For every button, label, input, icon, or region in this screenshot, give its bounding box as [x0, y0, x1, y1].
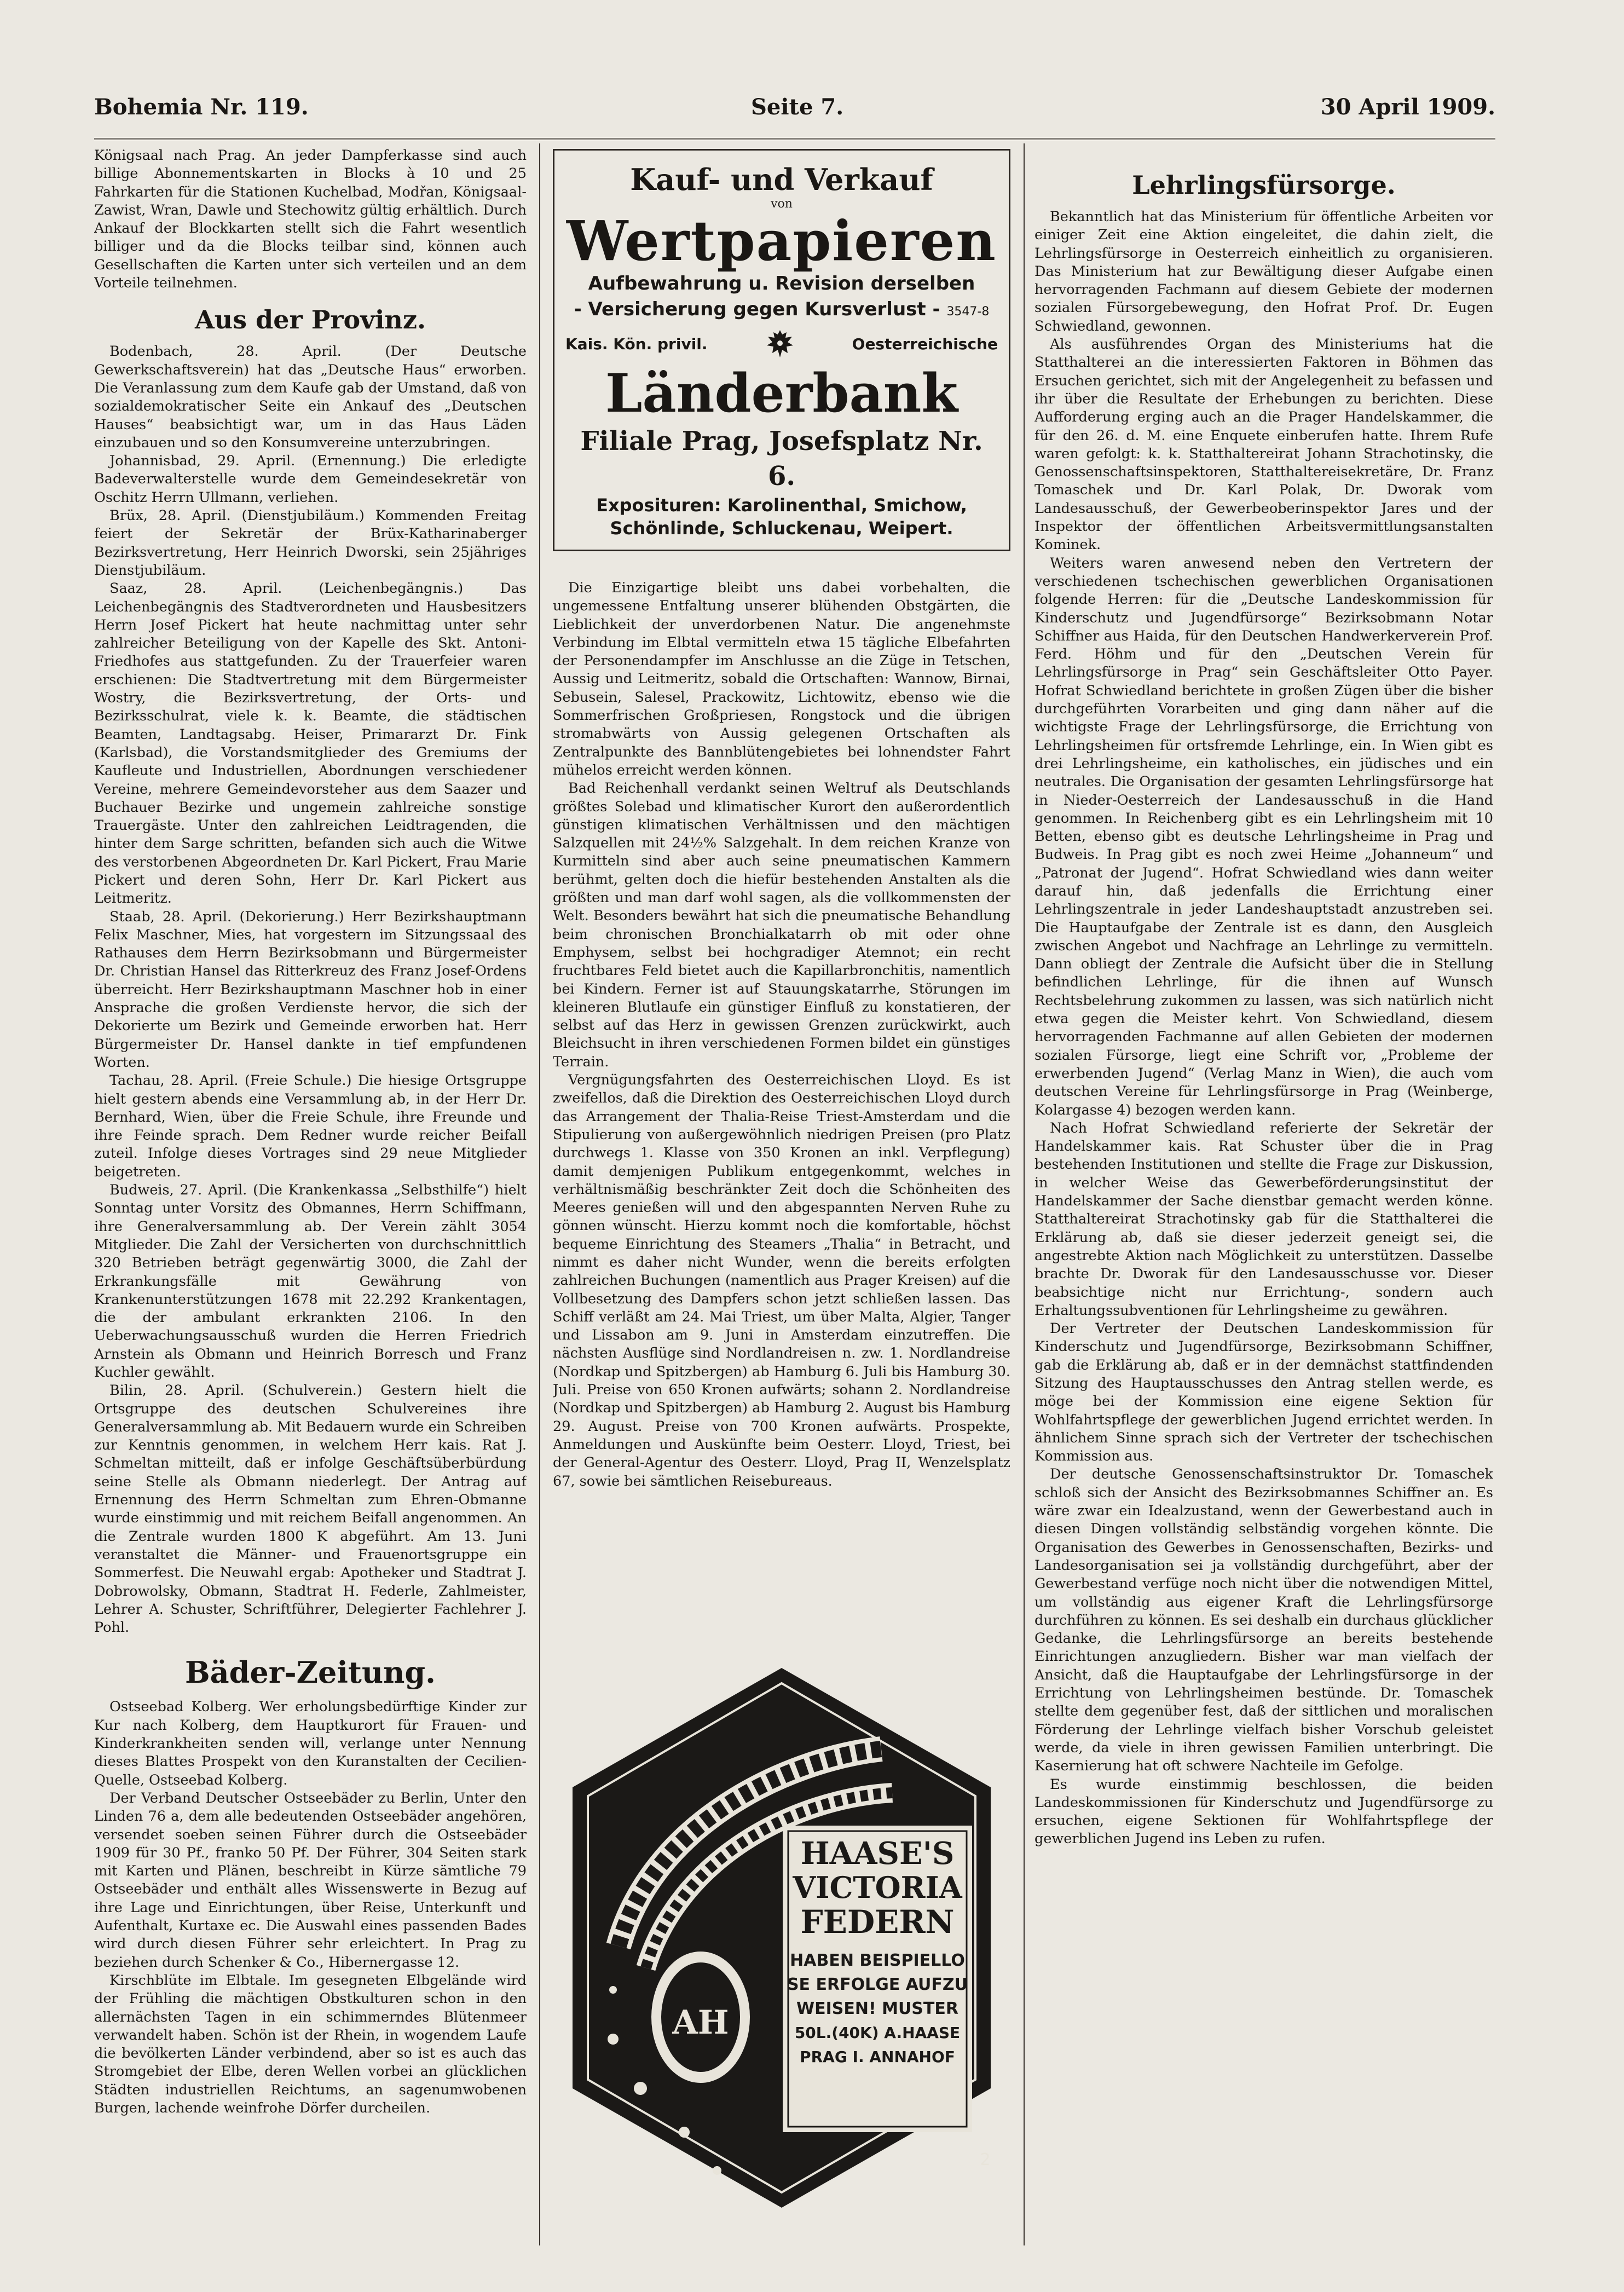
article-paragraph: Nach Hofrat Schwiedland referierte der Sekretär der Handelskammer kais. Rat Schuster über die in Prag bestehenden Institutionen und stellte die Frage zur Diskussion, in welcher Weise das Gewerbeförderungsinstitut der Handelskammer der Sache dienstbar gemacht werden könne. Statthaltereirat Strachotinsky gab für die Statthalterei die Erklärung ab, daß sie dieser jederzeit geneigt sei, die angestrebte Aktion nach Möglichkeit zu unterstützen. Dasselbe brachte Dr. Dworak für den Landesausschusse vor. Dieser beabsichtige nicht nur Errichtung-, sondern auch Erhaltungssubventionen für Lehrlingsheime zu gewähren.	[1034, 1119, 1493, 1319]
baeder-item: Ostseebad Kolberg. Wer erholungsbedürftige Kinder zur Kur nach Kolberg, dem Hauptkurort für Frauen- und Kinderkrankheiten senden will, verlange unter Nennung dieses Blattes Prospekt von den Kuranstalten der Cecilien-Quelle, Ostseebad Kolberg.	[94, 1699, 527, 1788]
header-page-number: Seite 7.	[751, 94, 844, 120]
ad-versicherung-text: - Versicherung gegen Kursverlust -	[574, 298, 940, 320]
haase-line-3: FEDERN	[800, 1903, 955, 1941]
ad-privilege-line	[562, 325, 1001, 363]
column-2-articles	[553, 579, 1010, 1491]
article-paragraph: Der deutsche Genossenschaftsinstruktor Dr. Tomaschek schloß sich der Ansicht des Bezirksobmannes Schiffner an. Es wäre zwar ein Idealzustand, wenn der Gewerbestand auch in diesen Dingen vollständig selbständig vorgehen könnte. Die Organisation des Gewerbes in Genossenschaften, Bezirks- und Landesorganisation sei ja vollständig durchgeführt, aber der Gewerbestand verfüge noch nicht über die notwendigen Mittel, um vollständig aus eigener Kraft die Lehrlingsfürsorge durchführen zu können. Es sei deshalb ein durchaus glücklicher Gedanke, die Lehrlingsfürsorge an bereits bestehende Einrichtungen anzugliedern. Bisher war man vielfach der Ansicht, daß die Hauptaufgabe der Lehrlingsfürsorge in der Errichtung von Lehrlingsheimen bestünde. Dr. Tomaschek stellte dem gegenüber fest, daß der sittlichen und moralischen Förderung der Lehrlinge vielfach bisher Vorschub geleistet werde, da viele in ihren gewissen Familien unterbringt. Die Kasernierung hat oft schwere Nachteile im Gefolge.	[1034, 1466, 1493, 1775]
section-title-lehrlingsfuersorge: Lehrlingsfürsorge.	[1132, 170, 1396, 200]
double-eagle-icon	[762, 327, 797, 362]
article-paragraph: Als ausführendes Organ des Ministeriums hat die Statthalterei an die interessierten Faktoren in Böhmen das Ersuchen gerichtet, sich mit der Angelegenheit zu befassen und ihr über die Resultate der Erhebungen zu berichten. Diese Aufforderung erging auch an die Prager Handelskammer, die für den 26. d. M. eine Enquete einberufen hatte. Ihrem Rufe waren gefolgt: k. k. Statthaltereirat Johann Strachotinsky, die Genossenschaftsinspektoren, Statthaltereisekretäre, Dr. Franz Tomaschek und Dr. Karl Polak, Dr. Dworak vom Landesausschuß, der Gewerbeoberinspektor Jares und der Inspektor der öffentlichen Arbeitsvermittlungsanstalten Kominek.	[1034, 336, 1493, 553]
haase-line-8: PRAG I. ANNAHOF	[800, 2048, 955, 2066]
haase-ad-graphic	[553, 1661, 1010, 2214]
section-title-baeder: Bäder-Zeitung.	[185, 1655, 436, 1690]
baeder-item: Kirschblüte im Elbtale. Im gesegneten Elbgelände wird der Frühling die mächtigen Obstkulturen schon in den allernächsten Tagen in ein schimmerndes Blütenmeer verwandelt haben. Schön ist der Rhein, in wogendem Laufe die bevölkerten Länder verbindend, aber so ist es auch das Stromgebiet der Elbe, deren Wellen vorbei an glücklichen Städten industriellen Reichtums, an sagenumwobenen Burgen, lachende weinfrohe Dörfer durcheilen.	[94, 1972, 527, 2116]
page-header	[94, 94, 1495, 127]
svg-text:AH: AH	[672, 2004, 729, 2042]
provinz-item: Budweis, 27. April. (Die Krankenkassa „Selbsthilfe“) hielt Sonntag unter Vorsitz des Obmannes, Herrn Schiffmann, ihre Generalversammlung ab. Der Verein zählt 3054 Mitglieder. Die Zahl der Versicherten von durchschnittlich 320 Betrieben beträgt gegenwärtig 3000, die Zahl der Erkrankungsfälle mit Gewährung von Krankenunterstützungen 1678 mit 22.292 Krankentagen, die der ambulant erkrankten 2106. In den Ueberwachungsausschuß wurden die Herren Friedrich Arnstein als Obmann und Heinrich Borresch und Franz Kuchler gewählt.	[94, 1182, 527, 1381]
haase-line-5: SE ERFOLGE AUFZU	[787, 1975, 968, 1994]
header-publication: Bohemia Nr. 119.	[94, 94, 309, 120]
provinz-item: Tachau, 28. April. (Freie Schule.) Die hiesige Ortsgruppe hielt gestern abends eine Versammlung ab, in der Herr Dr. Bernhard, Wien, über die Freie Schule, ihre Freunde und ihre Feinde sprach. Dem Redner wurde reicher Beifall zuteil. Infolge dieses Vortrages sind 29 neue Mitglieder beigetreten.	[94, 1072, 527, 1180]
header-rule	[94, 138, 1495, 140]
haase-line-6: WEISEN! MUSTER	[796, 1999, 958, 2018]
ad-versicherung	[562, 296, 1001, 325]
haase-victoria-federn-advertisement	[553, 1661, 1010, 2214]
provinz-item: Johannisbad, 29. April. (Ernennung.) Die erledigte Badeverwalterstelle wurde dem Gemeindesekretär von Oschitz Herrn Ullmann, verliehen.	[94, 453, 527, 506]
ad-filiale: Filiale Prag, Josefsplatz Nr. 6.	[580, 426, 983, 492]
ad-privil: Kais. Kön. privil.	[565, 335, 708, 353]
column-3	[1034, 147, 1493, 2243]
article-paragraph: Die Einzigartige bleibt uns dabei vorbehalten, die ungemessene Entfaltung unserer blühenden Obstgärten, die Lieblichkeit der unverdorbenen Natur. Die angenehmste Verbindung im Elbtal vermitteln etwa 15 tägliche Elbefahrten der Personendampfer im Anschlusse an die Züge in Tetschen, Aussig und Leitmeritz, sobald die Ortschaften: Wannow, Birnai, Sebusein, Salesel, Prackowitz, Lichtowitz, ebenso wie die Sommerfrischen Großpriesen, Rongstock und die übrigen stromabwärts von Aussig gelegenen Ortschaften als Zentralpunkte des Bannblütengebietes bei lohnendster Fahrt mühelos erreicht werden können.	[553, 580, 1010, 778]
article-paragraph: Bad Reichenhall verdankt seinen Weltruf als Deutschlands größtes Solebad und klimatischer Kurort den außerordentlich günstigen klimatischen Verhältnissen und den mächtigen Salzquellen mit 24⅟₂% Salzgehalt. In dem reichen Kranze von Kurmitteln sind aber auch seine pneumatischen Kammern berühmt, gelten doch die hiefür bestehenden Anstalten als die größten und man darf wohl sagen, als die vollkommensten der Welt. Besonders bewährt hat sich die pneumatische Behandlung beim chronischen Bronchialkatarrh ob mit oder ohne Emphysem, selbst bei hochgradiger Atemnot; ein recht fruchtbares Feld bietet auch die Kapillarbronchitis, namentlich bei Kindern. Ferner ist auf Stauungskatarrhe, Störungen im kleineren Blutlaufe ein günstiger Einfluß zu konstatieren, der selbst auf das Herz in gewissen Grenzen zurückwirkt, auch Bleichsucht in ihren verschiedenen Formen bildet ein günstiges Terrain.	[553, 780, 1010, 1070]
haase-line-2: VICTORIA	[793, 1870, 962, 1905]
ad-wertpapieren: Wertpapieren	[567, 209, 997, 273]
ad-headline: Kauf- und Verkauf	[630, 162, 933, 197]
article-paragraph: Bekanntlich hat das Ministerium für öffentliche Arbeiten vor einiger Zeit eine Aktion eingeleitet, die dahin zielt, die Lehrlingsfürsorge in Oesterreich einheitlich zu organisieren. Das Ministerium hat zur Bewältigung dieser Aufgabe einen hervorragenden Fachmann auf diesem Gebiete der modernen sozialen Fürsorgebewegung, den Hofrat Prof. Dr. Eugen Schwiedland, gewonnen.	[1034, 209, 1493, 334]
ad-laenderbank: Länderbank	[605, 362, 958, 424]
intro-paragraph: Königsaal nach Prag. An jeder Dampferkasse sind auch billige Abonnementskarten in Blocks à 10 und 25 Fahrkarten für die Stationen Kuchelbad, Modřan, Königsaal-Zawist, Wran, Dawle und Stechowitz gültig erhältlich. Durch Ankauf der Blockkarten stellt sich die Fahrt wesentlich billiger und da die Blocks teilbar sind, können auch Gesellschaften die Karten unter sich verteilen und an dem Vorteile teilnehmen.	[94, 147, 527, 292]
column-1	[94, 147, 527, 2243]
article-paragraph: Der Vertreter der Deutschen Landeskommission für Kinderschutz und Jugendfürsorge, Bezirksobmann Schiffner, gab die Erklärung ab, daß er in der demnächst stattfindenden Sitzung des Hauptausschusses den Antrag stellen werde, es möge bei der Kommission eine eigene Sektion für Wohlfahrtspflege der gewerblichen Jugend errichtet werden. In ähnlichem Sinne sprach sich der Vertreter der tschechischen Kommission aus.	[1034, 1320, 1493, 1465]
article-paragraph: Vergnügungsfahrten des Oesterreichischen Lloyd. Es ist zweifellos, daß die Direktion des Oesterreichischen Lloyd durch das Arrangement der Thalia-Reise Triest-Amsterdam und die Stipulierung von außergewöhnlich niedrigen Preisen (pro Platz durchwegs 1. Klasse von 350 Kronen an inkl. Verpflegung) damit demjenigen Publikum entgegenkommt, welches in verhältnismäßig beschränkter Zeit doch die Schönheiten des Meeres genießen will und den abgespannten Nerven Ruhe zu gönnen wünscht. Hierzu kommt noch die komfortable, höchst bequeme Einrichtung des Steamers „Thalia“ in Betracht, und nimmt es daher nicht Wunder, wenn die bereits erfolgten zahlreichen Buchungen (namentlich aus Prager Kreisen) auf die Vollbesetzung des Dampfers schon jetzt schließen lassen. Das Schiff verläßt am 24. Mai Triest, um über Malta, Algier, Tanger und Lissabon am 9. Juni in Amsterdam einzutreffen. Die nächsten Ausflüge sind Nordlandreisen n. zw. 1. Nordlandreise (Nordkap und Spitzbergen) ab Hamburg 6. Juli bis Hamburg 30. Juli. Preise von 650 Kronen aufwärts; sohann 2. Nordlandreise (Nordkap und Spitzbergen) ab Hamburg 2. August bis Hamburg 29. August. Preise von 700 Kronen aufwärts. Prospekte, Anmeldungen und Auskünfte beim Oesterr. Lloyd, Triest, bei der General-Agentur des Oesterr. Lloyd, Prag II, Wenzelsplatz 67, sowie bei sämtlichen Reisebureaus.	[553, 1072, 1010, 1489]
column-divider-1	[539, 143, 540, 2245]
provinz-item: Staab, 28. April. (Dekorierung.) Herr Bezirkshauptmann Felix Maschner, Mies, hat vorgestern im Sitzungssaal des Rathauses dem Herrn Bezirksobmann und Bürgermeister Dr. Christian Hansel das Ritterkreuz des Franz Josef-Ordens überreicht. Herr Bezirkshauptmann Maschner hob in einer Ansprache die großen Verdienste hervor, die sich der Dekorierte um Bezirk und Gemeinde erworben hat. Herr Bürgermeister Dr. Hansel dankte in tief empfundenen Worten.	[94, 908, 527, 1071]
provinz-item: Bilin, 28. April. (Schulverein.) Gestern hielt die Ortsgruppe des deutschen Schulvereines ihre Generalversammlung ab. Mit Bedauern wurde ein Schreiben zur Kenntnis genommen, in welchem Herr kais. Rat J. Schmeltan mitteilt, daß er infolge Geschäftsüberbürdung seine Stelle als Obmann niederlegt. Der Antrag auf Ernennung des Herrn Schmeltan zum Ehren-Obmanne wurde einstimmig und mit reichem Beifall angenommen. An die Zentrale wurden 1800 K abgeführt. Am 13. Juni veranstaltet die Männer- und Frauenortsgruppe ein Sommerfest. Die Neuwahl ergab: Apotheker und Stadtrat J. Dobrowolsky, Obmann, Stadtrat H. Federle, Zahlmeister, Lehrer A. Schuster, Schriftführer, Delegierter Fachlehrer J. Pohl.	[94, 1382, 527, 1636]
ad-oesterreichische: Oesterreichische	[852, 335, 998, 353]
provinz-item: Bodenbach, 28. April. (Der Deutsche Gewerkschaftsverein) hat das „Deutsche Haus“ erworben. Die Veranlassung zum dem Kaufe gab der Umstand, daß von sozialdemokratischer Seite ein Ankauf des „Deutschen Hauses“ beabsichtigt war, um in das Haus Läden einzubauen und so den Konsumvereine unterzubringen.	[94, 343, 527, 451]
baeder-item: Der Verband Deutscher Ostseebäder zu Berlin, Unter den Linden 76 a, dem alle bedeutenden Ostseebäder angehören, versendet soeben seinen Führer durch die Ostseebäder 1909 für 30 Pf., franko 50 Pf. Der Führer, 304 Seiten stark mit Karten und Plänen, beschreibt in Kürze sämtliche 79 Ostseebäder und enthält alles Wissenswerte in Bezug auf ihre Lage und Einrichtungen, über Reise, Unterkunft und Aufenthalt, Kurtaxe ec. Die Auswahl eines passenden Bades wird durch diesen Führer sehr erleichtert. In Prag zu beziehen durch Schenker & Co., Hibernergasse 12.	[94, 1789, 527, 1971]
haase-line-4: HABEN BEISPIELLO	[790, 1951, 965, 1970]
section-title-provinz: Aus der Provinz.	[194, 305, 426, 335]
article-paragraph: Weiters waren anwesend neben den Vertretern der verschiedenen tschechischen gewerblichen Organisationen folgende Herren: für die „Deutsche Landeskommission für Kinderschutz und Jugendfürsorge“ Bezirksobmann Notar Schiffner aus Haida, für den Deutschen Handwerkerverein Prof. Ferd. Höhm und für den „Deutschen Verein für Lehrlingsfürsorge in Prag“ sein Geschäftsleiter Otto Payer. Hofrat Schwiedland berichtete in großen Zügen über die bisher durchgeführten Vorarbeiten und ging dann näher auf die wichtigste Frage der Lehrlingsfürsorge, die Errichtung von Lehrlingsheimen für ortsfremde Lehrlinge, ein. In Wien gibt es drei Lehrlingsheime, ein katholisches, ein jüdisches und ein neutrales. Die Organisation der gesamten Lehrlingsfürsorge hat in Nieder-Oesterreich der Landesausschuß in die Hand genommen. In Reichenberg gibt es ein Lehrlingsheim mit 10 Betten, ebenso gibt es deutsche Lehrlingsheime in Prag und Budweis. In Prag gibt es noch zwei Heime „Johanneum“ und „Patronat der Jugend“. Hofrat Schwiedland wies dann weiter darauf hin, daß jedenfalls die Errichtung einer Lehrlingszentrale in jeder Landeshauptstadt anzustreben sei. Die Hauptaufgabe der Zentrale ist es dann, den Ausgleich zwischen Angebot und Nachfrage an Lehrlinge zu vermitteln. Dann obliegt der Zentrale die Aufsicht über die in Stellung befindlichen Lehrlinge, für die ihnen auf Wunsch Rechtsbelehrung zukommen zu lassen, was sich natürlich nicht etwa gegen die Meister kehrt. Von Schwiedland, diesem hervorragenden Fachmanne auf allen Gebieten der modernen sozialen Fürsorge, liegt eine Schrift vor, „Probleme der erwerbenden Jugend“ (Verlag Manz in Wien), die auch vom deutschen Vereine für Lehrlingsfürsorge in Prag (Weinberge, Kolargasse 4) bezogen werden kann.	[1034, 555, 1493, 1118]
laenderbank-advertisement	[553, 149, 1010, 551]
haase-line-7: 50L.(40K) A.HAASE	[794, 2024, 961, 2042]
ad-aufbewahrung: Aufbewahrung u. Revision derselben	[588, 273, 975, 295]
header-date: 30 April 1909.	[1320, 94, 1495, 120]
provinz-item: Saaz, 28. April. (Leichenbegängnis.) Das Leichenbegängnis des Stadtverordneten und Hausbesitzers Herrn Josef Pickert hat heute nachmittag unter sehr zahlreicher Beteiligung von der Kapelle des Skt. Antoni-Friedhofes aus stattgefunden. Zu der Trauerfeier waren erschienen: Die Stadtvertretung mit dem Bürgermeister Wostry, die Bezirksvertretung, der Orts- und Bezirksschulrat, viele k. k. Beamte, die städtischen Beamten, Landtagsabg. Heiser, Primararzt Dr. Fink (Karlsbad), die Vorstandsmitglieder des Gremiums der Kaufleute und Industriellen, Abordnungen verschiedener Vereine, mehrere Gemeindevorsteher aus dem Saazer und Buchauer Bezirke und ungemein zahlreiche sonstige Trauergäste. Unter den zahlreichen Leidtragenden, die hinter dem Sarge schritten, befanden sich auch die Witwe des verstorbenen Abgeordneten Dr. Karl Pickert, Frau Marie Pickert und deren Sohn, Herr Dr. Karl Pickert aus Leitmeritz.	[94, 580, 527, 907]
haase-line-1: HAASE'S	[800, 1835, 955, 1872]
provinz-item: Brüx, 28. April. (Dienstjubiläum.) Kommenden Freitag feiert der Sekretär der Brüx-Katharinaberger Bezirksvertretung, Herr Heinrich Dworski, sein 25jähriges Dienstjubiläum.	[94, 507, 527, 579]
ad-code: 3547-8	[946, 305, 990, 319]
ad-exposituren: Exposituren: Karolinenthal, Smichow, Schönlinde, Schluckenau, Weipert.	[596, 495, 967, 539]
ad-von: von	[771, 197, 793, 211]
haase-number: 2	[980, 2150, 991, 2169]
article-paragraph: Es wurde einstimmig beschlossen, die beiden Landeskommissionen für Kinderschutz und Jugendfürsorge zu ersuchen, eigene Sektionen für Wohlfahrtspflege der gewerblichen Jugend ins Leben zu rufen.	[1034, 1776, 1493, 1848]
column-divider-2	[1024, 143, 1025, 2245]
